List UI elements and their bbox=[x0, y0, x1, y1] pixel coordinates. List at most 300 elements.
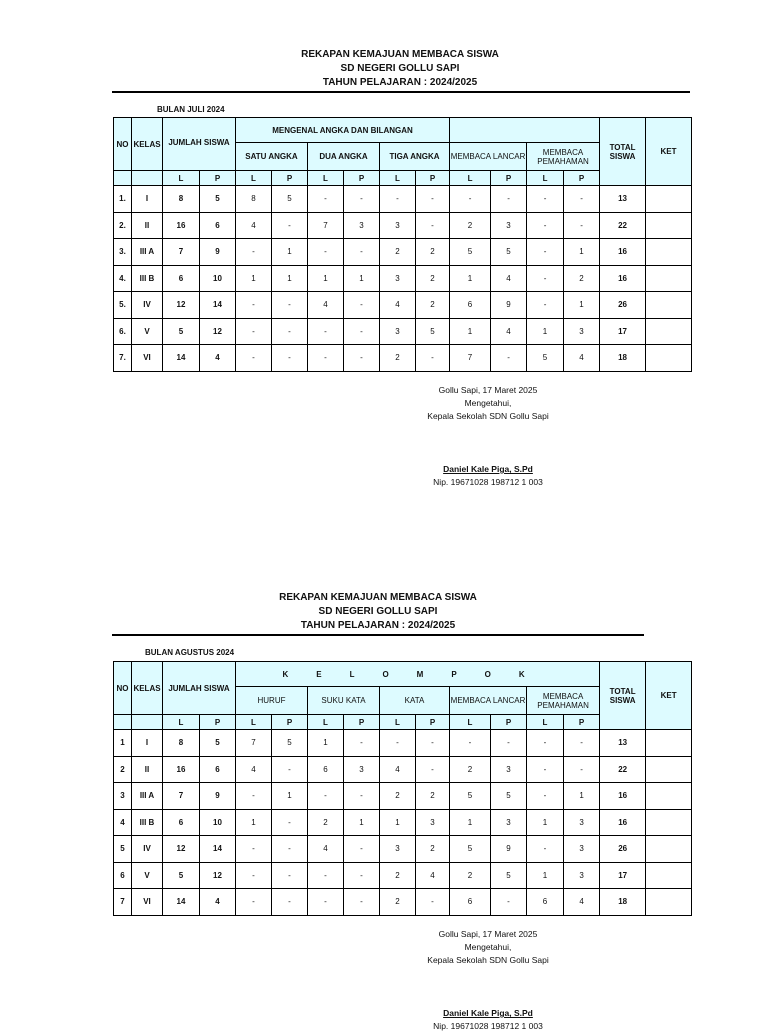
row-value: - bbox=[236, 292, 272, 319]
row-kelas: V bbox=[132, 318, 163, 345]
school-name: SD NEGERI GOLLU SAPI bbox=[318, 606, 438, 617]
row-value: 2 bbox=[380, 889, 416, 916]
row-kelas: III A bbox=[132, 783, 163, 810]
row-ket bbox=[646, 265, 692, 292]
report-title: REKAPAN KEMAJUAN MEMBACA SISWA bbox=[279, 592, 477, 603]
row-jumlah-l: 16 bbox=[163, 756, 200, 783]
row-kelas: IV bbox=[132, 292, 163, 319]
row-total: 16 bbox=[600, 809, 646, 836]
row-total: 22 bbox=[600, 212, 646, 239]
row-value: - bbox=[450, 186, 491, 213]
row-kelas: III A bbox=[132, 239, 163, 266]
header-empty bbox=[114, 171, 132, 186]
header-ket: KET bbox=[646, 662, 692, 730]
row-value: - bbox=[491, 730, 527, 757]
sign-place-date: Gollu Sapi, 17 Maret 2025 bbox=[438, 929, 538, 939]
row-value: 7 bbox=[450, 345, 491, 372]
table-row bbox=[114, 186, 692, 213]
row-value: 8 bbox=[236, 186, 272, 213]
row-jumlah-p: 14 bbox=[200, 292, 236, 319]
row-jumlah-l: 8 bbox=[163, 730, 200, 757]
row-value: 4 bbox=[236, 212, 272, 239]
header-p: P bbox=[491, 715, 527, 730]
row-value: - bbox=[272, 345, 308, 372]
row-value: 7 bbox=[308, 212, 344, 239]
row-value: - bbox=[527, 212, 564, 239]
row-value: 1 bbox=[344, 265, 380, 292]
row-kelas: III B bbox=[132, 265, 163, 292]
signature-block bbox=[388, 384, 588, 423]
academic-year: TAHUN PELAJARAN : 2024/2025 bbox=[322, 77, 478, 88]
row-number: 5 bbox=[114, 836, 132, 863]
header-group: KELOMPOK bbox=[236, 662, 600, 687]
row-jumlah-l: 16 bbox=[163, 212, 200, 239]
row-value: - bbox=[564, 186, 600, 213]
school-name: SD NEGERI GOLLU SAPI bbox=[340, 63, 460, 74]
row-value: 2 bbox=[450, 756, 491, 783]
row-value: 3 bbox=[564, 836, 600, 863]
row-ket bbox=[646, 783, 692, 810]
row-value: 1 bbox=[527, 809, 564, 836]
row-jumlah-p: 14 bbox=[200, 836, 236, 863]
row-ket bbox=[646, 836, 692, 863]
row-kelas: I bbox=[132, 730, 163, 757]
row-value: - bbox=[308, 318, 344, 345]
row-number: 3 bbox=[114, 783, 132, 810]
table-row bbox=[114, 345, 692, 372]
sign-ack: Mengetahui, bbox=[464, 398, 512, 408]
row-jumlah-p: 4 bbox=[200, 889, 236, 916]
row-total: 17 bbox=[600, 862, 646, 889]
row-value: - bbox=[380, 186, 416, 213]
row-value: - bbox=[236, 318, 272, 345]
row-value: 3 bbox=[564, 318, 600, 345]
table-row bbox=[114, 318, 692, 345]
row-kelas: II bbox=[132, 212, 163, 239]
row-jumlah-l: 8 bbox=[163, 186, 200, 213]
row-value: - bbox=[272, 212, 308, 239]
row-value: 5 bbox=[527, 345, 564, 372]
row-jumlah-l: 6 bbox=[163, 809, 200, 836]
header-ket: KET bbox=[646, 118, 692, 186]
row-value: - bbox=[491, 345, 527, 372]
row-kelas: II bbox=[132, 756, 163, 783]
row-value: - bbox=[344, 730, 380, 757]
progress-table bbox=[113, 117, 692, 372]
row-jumlah-p: 6 bbox=[200, 756, 236, 783]
row-value: 5 bbox=[450, 836, 491, 863]
row-value: - bbox=[564, 212, 600, 239]
row-value: 4 bbox=[308, 292, 344, 319]
row-jumlah-p: 12 bbox=[200, 862, 236, 889]
row-jumlah-l: 6 bbox=[163, 265, 200, 292]
header-col-1: HURUF bbox=[236, 687, 308, 715]
header-col-4: MEMBACA LANCAR bbox=[450, 687, 527, 715]
header-col-5: MEMBACA PEMAHAMAN bbox=[527, 687, 600, 715]
row-value: 5 bbox=[491, 783, 527, 810]
row-value: - bbox=[272, 889, 308, 916]
table-row bbox=[114, 809, 692, 836]
header-l: L bbox=[527, 715, 564, 730]
table-row bbox=[114, 836, 692, 863]
row-value: 2 bbox=[564, 265, 600, 292]
header-col-1: SATU ANGKA bbox=[236, 143, 308, 171]
row-value: 3 bbox=[491, 809, 527, 836]
row-value: 1 bbox=[450, 318, 491, 345]
row-value: 1 bbox=[380, 809, 416, 836]
row-value: - bbox=[527, 756, 564, 783]
row-value: 3 bbox=[564, 862, 600, 889]
header-empty bbox=[114, 715, 132, 730]
header-total-siswa: TOTAL SISWA bbox=[600, 118, 646, 186]
row-value: 3 bbox=[380, 212, 416, 239]
row-value: 1 bbox=[308, 730, 344, 757]
header-l: L bbox=[308, 715, 344, 730]
header-p: P bbox=[564, 715, 600, 730]
row-jumlah-p: 12 bbox=[200, 318, 236, 345]
title-underline bbox=[112, 634, 644, 636]
row-number: 7 bbox=[114, 889, 132, 916]
row-value: - bbox=[450, 730, 491, 757]
sign-place-date: Gollu Sapi, 17 Maret 2025 bbox=[438, 385, 538, 395]
row-value: - bbox=[416, 730, 450, 757]
row-value: 1 bbox=[527, 862, 564, 889]
header-kelas: KELAS bbox=[132, 118, 163, 171]
header-l: L bbox=[450, 171, 491, 186]
row-value: - bbox=[344, 186, 380, 213]
row-jumlah-p: 9 bbox=[200, 783, 236, 810]
row-value: 5 bbox=[491, 862, 527, 889]
month-label: BULAN AGUSTUS 2024 bbox=[145, 648, 235, 657]
row-value: 5 bbox=[272, 186, 308, 213]
row-value: 4 bbox=[564, 345, 600, 372]
report-title-block bbox=[218, 591, 538, 633]
sign-role: Kepala Sekolah SDN Gollu Sapi bbox=[427, 411, 549, 421]
row-jumlah-p: 9 bbox=[200, 239, 236, 266]
row-value: 4 bbox=[564, 889, 600, 916]
row-kelas: III B bbox=[132, 809, 163, 836]
row-value: - bbox=[308, 889, 344, 916]
row-jumlah-l: 14 bbox=[163, 889, 200, 916]
row-value: 3 bbox=[416, 809, 450, 836]
row-value: - bbox=[272, 292, 308, 319]
row-value: 3 bbox=[491, 212, 527, 239]
row-value: 1 bbox=[272, 783, 308, 810]
row-value: - bbox=[236, 239, 272, 266]
table-row bbox=[114, 265, 692, 292]
title-underline bbox=[112, 91, 690, 93]
header-group: MENGENAL ANGKA DAN BILANGAN bbox=[236, 118, 450, 143]
header-col-2: SUKU KATA bbox=[308, 687, 380, 715]
row-value: - bbox=[564, 756, 600, 783]
row-jumlah-l: 5 bbox=[163, 318, 200, 345]
row-value: 5 bbox=[450, 239, 491, 266]
row-number: 1 bbox=[114, 730, 132, 757]
header-no: NO bbox=[114, 662, 132, 715]
signature-block bbox=[388, 928, 588, 967]
row-value: - bbox=[308, 862, 344, 889]
row-value: - bbox=[344, 318, 380, 345]
row-value: 1 bbox=[527, 318, 564, 345]
row-number: 7. bbox=[114, 345, 132, 372]
row-number: 2. bbox=[114, 212, 132, 239]
row-value: 6 bbox=[450, 292, 491, 319]
row-value: 5 bbox=[416, 318, 450, 345]
table-row bbox=[114, 756, 692, 783]
row-value: - bbox=[527, 836, 564, 863]
row-value: - bbox=[344, 345, 380, 372]
row-value: 2 bbox=[416, 239, 450, 266]
row-value: - bbox=[308, 345, 344, 372]
row-value: - bbox=[416, 345, 450, 372]
row-jumlah-p: 4 bbox=[200, 345, 236, 372]
row-value: 6 bbox=[308, 756, 344, 783]
header-col-2: DUA ANGKA bbox=[308, 143, 380, 171]
header-p: P bbox=[200, 171, 236, 186]
header-l: L bbox=[450, 715, 491, 730]
row-value: 2 bbox=[416, 265, 450, 292]
row-number: 6. bbox=[114, 318, 132, 345]
row-jumlah-l: 12 bbox=[163, 292, 200, 319]
row-value: 3 bbox=[491, 756, 527, 783]
row-total: 26 bbox=[600, 836, 646, 863]
row-value: - bbox=[308, 186, 344, 213]
table-row bbox=[114, 292, 692, 319]
signer-name: Daniel Kale Piga, S.Pd bbox=[443, 464, 533, 474]
header-no: NO bbox=[114, 118, 132, 171]
row-total: 26 bbox=[600, 292, 646, 319]
row-ket bbox=[646, 318, 692, 345]
row-value: 2 bbox=[380, 862, 416, 889]
row-value: 3 bbox=[380, 836, 416, 863]
row-value: 3 bbox=[380, 265, 416, 292]
row-number: 4 bbox=[114, 809, 132, 836]
row-value: 2 bbox=[308, 809, 344, 836]
header-l: L bbox=[163, 171, 200, 186]
row-value: - bbox=[272, 809, 308, 836]
row-value: 4 bbox=[416, 862, 450, 889]
row-value: - bbox=[527, 730, 564, 757]
row-value: 2 bbox=[450, 212, 491, 239]
header-kelas: KELAS bbox=[132, 662, 163, 715]
row-value: - bbox=[564, 730, 600, 757]
row-value: - bbox=[308, 783, 344, 810]
row-value: - bbox=[272, 836, 308, 863]
row-ket bbox=[646, 756, 692, 783]
row-value: 6 bbox=[450, 889, 491, 916]
row-value: 1 bbox=[236, 809, 272, 836]
header-p: P bbox=[416, 171, 450, 186]
row-number: 3. bbox=[114, 239, 132, 266]
row-value: 4 bbox=[491, 318, 527, 345]
row-value: - bbox=[236, 345, 272, 372]
row-value: 3 bbox=[564, 809, 600, 836]
row-total: 17 bbox=[600, 318, 646, 345]
row-jumlah-p: 10 bbox=[200, 265, 236, 292]
table-row bbox=[114, 730, 692, 757]
row-ket bbox=[646, 292, 692, 319]
row-total: 18 bbox=[600, 345, 646, 372]
header-l: L bbox=[380, 171, 416, 186]
header-col-3: TIGA ANGKA bbox=[380, 143, 450, 171]
row-number: 5. bbox=[114, 292, 132, 319]
header-p: P bbox=[272, 171, 308, 186]
row-value: 1 bbox=[564, 292, 600, 319]
row-value: - bbox=[272, 862, 308, 889]
progress-table bbox=[113, 661, 692, 916]
row-ket bbox=[646, 345, 692, 372]
row-value: 1 bbox=[236, 265, 272, 292]
row-value: - bbox=[491, 889, 527, 916]
row-value: - bbox=[272, 318, 308, 345]
row-value: 2 bbox=[416, 836, 450, 863]
row-value: 5 bbox=[450, 783, 491, 810]
row-value: 1 bbox=[564, 239, 600, 266]
row-jumlah-p: 6 bbox=[200, 212, 236, 239]
signer-nip: Nip. 19671028 198712 1 003 bbox=[433, 1021, 543, 1031]
row-number: 1. bbox=[114, 186, 132, 213]
row-number: 6 bbox=[114, 862, 132, 889]
row-value: - bbox=[344, 783, 380, 810]
row-value: - bbox=[416, 756, 450, 783]
row-ket bbox=[646, 862, 692, 889]
row-value: - bbox=[344, 836, 380, 863]
header-jumlah-siswa: JUMLAH SISWA bbox=[163, 662, 236, 715]
row-value: - bbox=[416, 889, 450, 916]
row-value: 2 bbox=[380, 783, 416, 810]
row-value: - bbox=[236, 862, 272, 889]
header-p: P bbox=[564, 171, 600, 186]
row-value: 2 bbox=[450, 862, 491, 889]
header-jumlah-siswa: JUMLAH SISWA bbox=[163, 118, 236, 171]
report-title: REKAPAN KEMAJUAN MEMBACA SISWA bbox=[301, 49, 499, 60]
row-value: 3 bbox=[380, 318, 416, 345]
row-jumlah-l: 7 bbox=[163, 783, 200, 810]
row-total: 18 bbox=[600, 889, 646, 916]
table-row bbox=[114, 862, 692, 889]
row-total: 22 bbox=[600, 756, 646, 783]
row-value: - bbox=[344, 862, 380, 889]
row-value: - bbox=[236, 836, 272, 863]
row-value: 1 bbox=[450, 809, 491, 836]
header-l: L bbox=[236, 715, 272, 730]
header-col-3: KATA bbox=[380, 687, 450, 715]
report-title-block bbox=[240, 48, 560, 90]
header-p: P bbox=[491, 171, 527, 186]
row-jumlah-p: 10 bbox=[200, 809, 236, 836]
row-kelas: VI bbox=[132, 345, 163, 372]
row-ket bbox=[646, 239, 692, 266]
row-ket bbox=[646, 889, 692, 916]
row-value: 9 bbox=[491, 836, 527, 863]
table-body bbox=[114, 730, 692, 916]
month-label: BULAN JULI 2024 bbox=[157, 105, 225, 114]
table-body bbox=[114, 186, 692, 372]
row-value: 2 bbox=[416, 783, 450, 810]
header-col-5: MEMBACA PEMAHAMAN bbox=[527, 143, 600, 171]
row-value: - bbox=[344, 239, 380, 266]
row-value: - bbox=[344, 889, 380, 916]
table-row bbox=[114, 889, 692, 916]
row-value: 1 bbox=[272, 239, 308, 266]
header-col-4: MEMBACA LANCAR bbox=[450, 143, 527, 171]
header-l: L bbox=[380, 715, 416, 730]
academic-year: TAHUN PELAJARAN : 2024/2025 bbox=[300, 620, 456, 631]
row-value: - bbox=[236, 889, 272, 916]
row-kelas: V bbox=[132, 862, 163, 889]
header-l: L bbox=[236, 171, 272, 186]
row-value: 1 bbox=[272, 265, 308, 292]
sign-ack: Mengetahui, bbox=[464, 942, 512, 952]
row-value: 2 bbox=[380, 239, 416, 266]
row-jumlah-l: 12 bbox=[163, 836, 200, 863]
row-value: - bbox=[416, 212, 450, 239]
header-p: P bbox=[344, 715, 380, 730]
header-empty bbox=[132, 715, 163, 730]
header-empty bbox=[132, 171, 163, 186]
header-p: P bbox=[344, 171, 380, 186]
row-value: 1 bbox=[344, 809, 380, 836]
header-p: P bbox=[416, 715, 450, 730]
row-jumlah-p: 5 bbox=[200, 730, 236, 757]
header-total-siswa: TOTAL SISWA bbox=[600, 662, 646, 730]
row-kelas: I bbox=[132, 186, 163, 213]
row-value: 4 bbox=[491, 265, 527, 292]
row-value: - bbox=[308, 239, 344, 266]
row-ket bbox=[646, 212, 692, 239]
row-value: 3 bbox=[344, 212, 380, 239]
row-value: - bbox=[527, 265, 564, 292]
row-value: 7 bbox=[236, 730, 272, 757]
row-value: 9 bbox=[491, 292, 527, 319]
row-value: - bbox=[527, 239, 564, 266]
row-value: - bbox=[236, 783, 272, 810]
row-total: 16 bbox=[600, 239, 646, 266]
row-number: 4. bbox=[114, 265, 132, 292]
header-l: L bbox=[308, 171, 344, 186]
row-value: 4 bbox=[236, 756, 272, 783]
row-value: - bbox=[416, 186, 450, 213]
row-ket bbox=[646, 186, 692, 213]
row-value: - bbox=[491, 186, 527, 213]
header-group-spacer bbox=[450, 118, 600, 143]
row-ket bbox=[646, 730, 692, 757]
row-total: 13 bbox=[600, 730, 646, 757]
row-total: 16 bbox=[600, 265, 646, 292]
header-p: P bbox=[200, 715, 236, 730]
row-value: 1 bbox=[308, 265, 344, 292]
row-jumlah-l: 7 bbox=[163, 239, 200, 266]
row-value: 2 bbox=[416, 292, 450, 319]
row-value: 1 bbox=[564, 783, 600, 810]
row-value: 4 bbox=[308, 836, 344, 863]
row-value: 4 bbox=[380, 756, 416, 783]
row-jumlah-l: 14 bbox=[163, 345, 200, 372]
table-row bbox=[114, 239, 692, 266]
row-value: - bbox=[344, 292, 380, 319]
row-jumlah-p: 5 bbox=[200, 186, 236, 213]
row-value: - bbox=[527, 783, 564, 810]
row-value: - bbox=[272, 756, 308, 783]
row-value: - bbox=[380, 730, 416, 757]
row-value: 3 bbox=[344, 756, 380, 783]
table-row bbox=[114, 783, 692, 810]
row-value: - bbox=[527, 292, 564, 319]
signer-name: Daniel Kale Piga, S.Pd bbox=[443, 1008, 533, 1018]
header-l: L bbox=[163, 715, 200, 730]
header-p: P bbox=[272, 715, 308, 730]
table-row bbox=[114, 212, 692, 239]
